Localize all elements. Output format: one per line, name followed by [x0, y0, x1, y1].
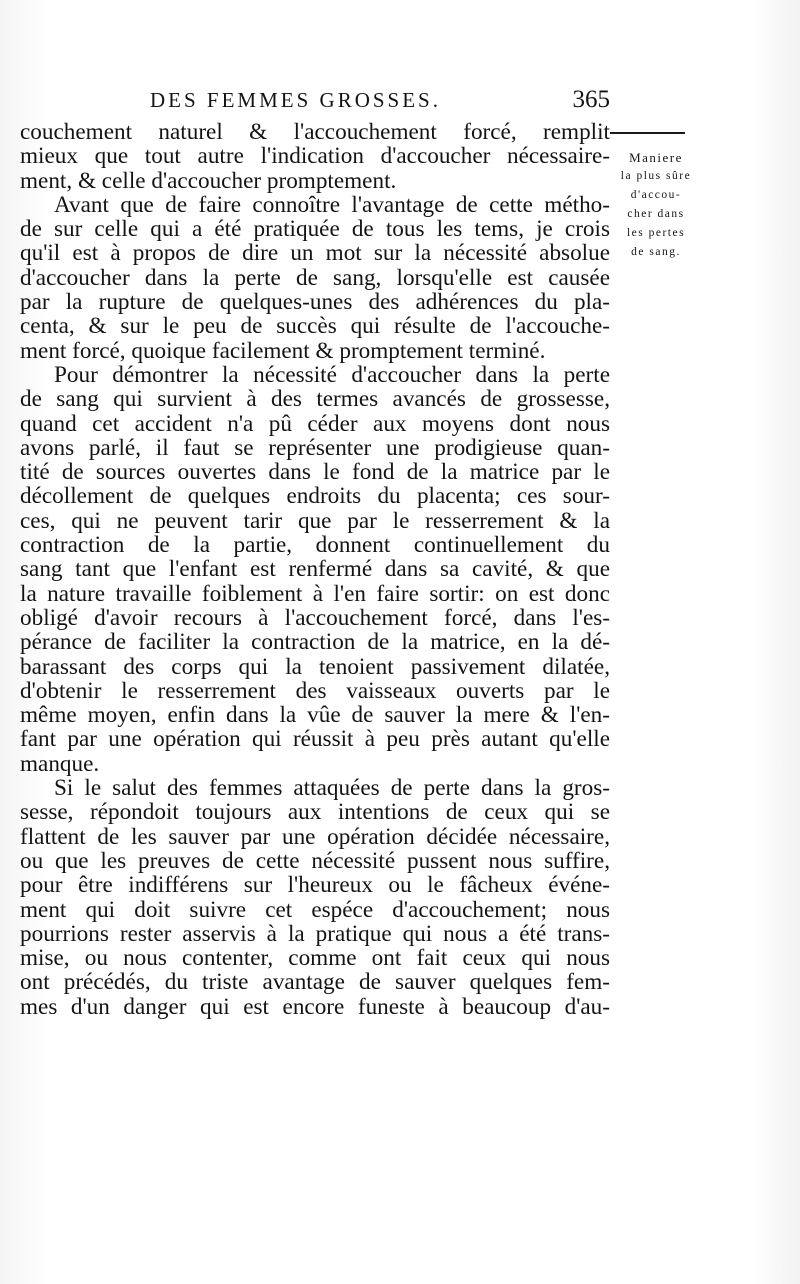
text-line: par la rupture de quelques-unes des adhérences du pla- [20, 290, 610, 315]
text-line: ont précédés, du triste avantage de sauver quelques fem- [20, 970, 610, 995]
text-line: obligé d'avoir recours à l'accouchement forcé, dans l'es- [20, 605, 610, 631]
text-line: mes d'un danger qui est encore funeste à beaucoup d'au- [20, 994, 610, 1019]
text-line: ment qui doit suivre cet espéce d'accouchement; nous [20, 897, 610, 922]
margin-note-line: la plus sûre [620, 170, 692, 182]
text-line: ment, & celle d'accoucher promptement. [20, 168, 397, 193]
text-line: d'accoucher dans la perte de sang, lorsqu'elle est causée [20, 265, 610, 291]
text-line: fant par une opération qui réussit à peu près autant qu'elle [20, 727, 610, 752]
text-line: mise, ou nous contenter, comme ont fait ceux qui nous [20, 946, 610, 971]
margin-note-line: Maniere [629, 150, 683, 165]
margin-note-line: de sang. [631, 246, 681, 258]
text-line: sang tant que l'enfant est renfermé dans sa cavité, & que [20, 557, 610, 582]
text-line: d'obtenir le resserrement des vaisseaux ouverts par le [20, 678, 610, 704]
text-line: pourrions rester asservis à la pratique qui nous a été trans- [20, 921, 610, 947]
page-number: 365 [572, 86, 610, 113]
text-line: ces, qui ne peuvent tarir que par le resserrement & la [20, 508, 610, 534]
text-line: centa, & sur le peu de succès qui résulte de l'accouche- [20, 314, 610, 339]
text-line: ou que les preuves de cette nécessité pussent nous suffire, [20, 848, 610, 874]
text-line: Si le salut des femmes attaquées de perte dans la gros- [54, 776, 610, 801]
text-line: couchement naturel & l'accouchement forcé, remplit [20, 120, 610, 145]
text-line: Pour démontrer la nécessité d'accoucher dans la perte [54, 362, 610, 388]
text-line: sesse, répondoit toujours aux intentions de ceux qui se [20, 800, 610, 825]
text-line: de sur celle qui a été pratiquée de tous les tems, je crois [20, 217, 610, 242]
text-line: décollement de quelques endroits du placenta; ces sour- [20, 484, 610, 509]
text-line: barassant des corps qui la tenoient passivement dilatée, [20, 654, 610, 679]
text-line: mieux que tout autre l'indication d'accoucher nécessaire- [20, 144, 610, 169]
text-line: ment forcé, quoique facilement & promptement terminé. [20, 338, 546, 363]
margin-rule [610, 132, 685, 134]
margin-note [606, 148, 706, 262]
running-head [150, 88, 610, 118]
margin-note-line: d'accou- [630, 189, 682, 201]
text-line: avons parlé, il faut se représenter une prodigieuse quan- [20, 435, 610, 461]
running-title: DES FEMMES GROSSES. [150, 88, 441, 112]
text-line: tité de sources ouvertes dans le fond de la matrice par le [20, 460, 610, 485]
text-line: même moyen, enfin dans la vûe de sauver la mere & l'en- [20, 703, 610, 728]
text-line: flattent de les sauver par une opération décidée nécessaire, [20, 824, 610, 849]
text-line: contraction de la partie, donnent continuellement du [20, 533, 610, 558]
text-line: quand cet accident n'a pû céder aux moyens dont nous [20, 411, 610, 436]
text-line: pérance de faciliter la contraction de la matrice, en la dé- [20, 630, 610, 655]
text-line: la nature travaille foiblement à l'en faire sortir: on est donc [20, 581, 610, 606]
text-line: manque. [20, 751, 100, 777]
text-line: qu'il est à propos de dire un mot sur la nécessité absolue [20, 241, 610, 266]
margin-note-line: cher dans [627, 208, 685, 220]
body-text [20, 120, 610, 1019]
text-line: de sang qui survient à des termes avancés de grossesse, [20, 387, 610, 412]
margin-note-line: les pertes [626, 227, 686, 239]
text-line: Avant que de faire connoître l'avantage de cette métho- [54, 192, 610, 218]
text-line: pour être indifférens sur l'heureux ou le fâcheux événe- [20, 873, 610, 898]
